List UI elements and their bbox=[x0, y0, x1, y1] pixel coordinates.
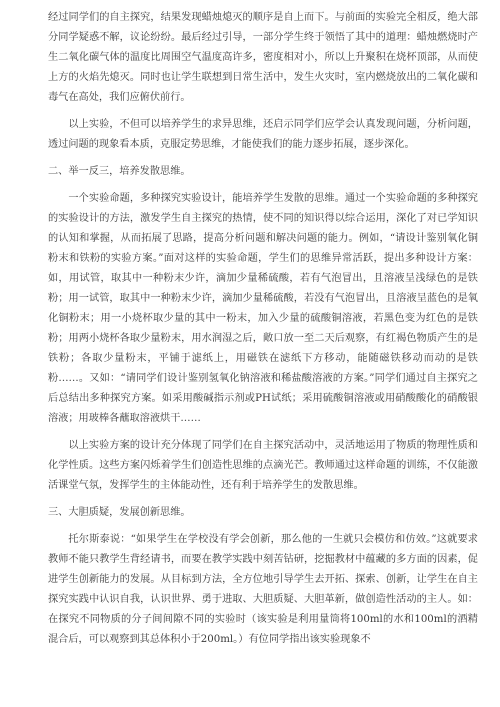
section-heading-3: 三、大胆质疑，发展创新思维。 bbox=[48, 507, 191, 518]
paragraph-experiment-design: 一个实验命题，多种探究实验设计，能培养学生发散的思维。通过一个实验命题的多种探究的实验设计的方法，激发学生自主探究的热情，使不同的知识得以综合运用，深化了对已学知识的认知和掌握，从而拓展了思路，提高分析问题和解决问题的能力。例如，“请设计鉴别氧化铜粉末和铁粉的实验方案。”面对这样的实验命题，学生们的思维异常活跃，提出多种设计方案：如，用试管，取其中一种粉末少许，滴加少量稀硫酸，若有气泡冒出，且溶液呈浅绿色的是铁粉；用一试管，取其中一种粉末少许，滴加少量稀硫酸，若没有气泡冒出，且溶液呈蓝色的是氧化铜粉末；用一小烧杯取少量的其中一粉末，加入少量的硫酸铜溶液，若黑色变为红色的是铁粉；用两小烧杯各取少量粉末，用水润湿之后，敞口放一至二天后观察，有红褐色物质产生的是铁粉；各取少量粉末，平铺于滤纸上，用磁铁在滤纸下方移动，能随磁铁移动而动的是铁粉……。又如：“请同学们设计鉴别氢氧化钠溶液和稀盐酸溶液的方案。”同学们通过自主探究之后总结出多种探究方案。如采用酸碱指示剂或PH试纸；采用硫酸铜溶液或用硝酸酸化的硝酸银溶液；用玻棒各蘸取溶液烘干…… bbox=[48, 193, 478, 424]
section-heading-2: 二、举一反三，培养发散思维。 bbox=[48, 166, 191, 177]
paragraph-design-summary: 以上实验方案的设计充分体现了同学们在自主探究活动中，灵活地运用了物质的物理性质和化学性质。这些方案闪烁着学生们创造性思维的点滴光芒。教师通过这样命题的训练，不仅能激活课堂气氛，发挥学生的主体能动性，还有利于培养学生的发散思维。 bbox=[48, 440, 478, 491]
paragraph-divergent-summary: 以上实验，不但可以培养学生的求异思维，还启示同学们应学会认真发现问题，分析问题，透过问题的现象看本质，克服定势思维，才能使我们的能力逐步拓展，逐步深化。 bbox=[48, 119, 478, 150]
paragraph-candle-experiment: 经过同学们的自主探究，结果发现蜡烛熄灭的顺序是自上而下。与前面的实验完全相反，绝大部分同学疑惑不解，议论纷纷。最后经过引导，一部分学生终于领悟了其中的道理：蜡烛燃烧时产生二氧化碳气体的温度比周围空气温度高许多，密度相对小，所以上升聚积在烧杯顶部，从而使上方的火焰先熄灭。同时也让学生联想到日常生活中，发生火灾时，室内燃烧放出的二氧化碳和毒气在高处，我们应俯伏前行。 bbox=[48, 12, 478, 103]
paragraph-tolstoy-quote: 托尔斯泰说：“如果学生在学校没有学会创新，那么他的一生就只会模仿和仿效。”这就要求教师不能只教学生背经请书，而要在教学实践中刻苦钻研，挖掘教材中蕴藏的多方面的因素，促进学生创新能力的发展。从目标到方法，全方位地引导学生去开拓、探索、创新，让学生在自主探究实践中认识自我，认识世界、勇于进取、大胆质疑、大胆革新，做创造性活动的主人。如：在探究不同物质的分子间间隙不同的实验时（该实验是利用量筒将100ml的水和100ml的酒精混合后，可以观察到其总体积小于200ml。）有位同学指出该实验现象不 bbox=[48, 534, 478, 645]
